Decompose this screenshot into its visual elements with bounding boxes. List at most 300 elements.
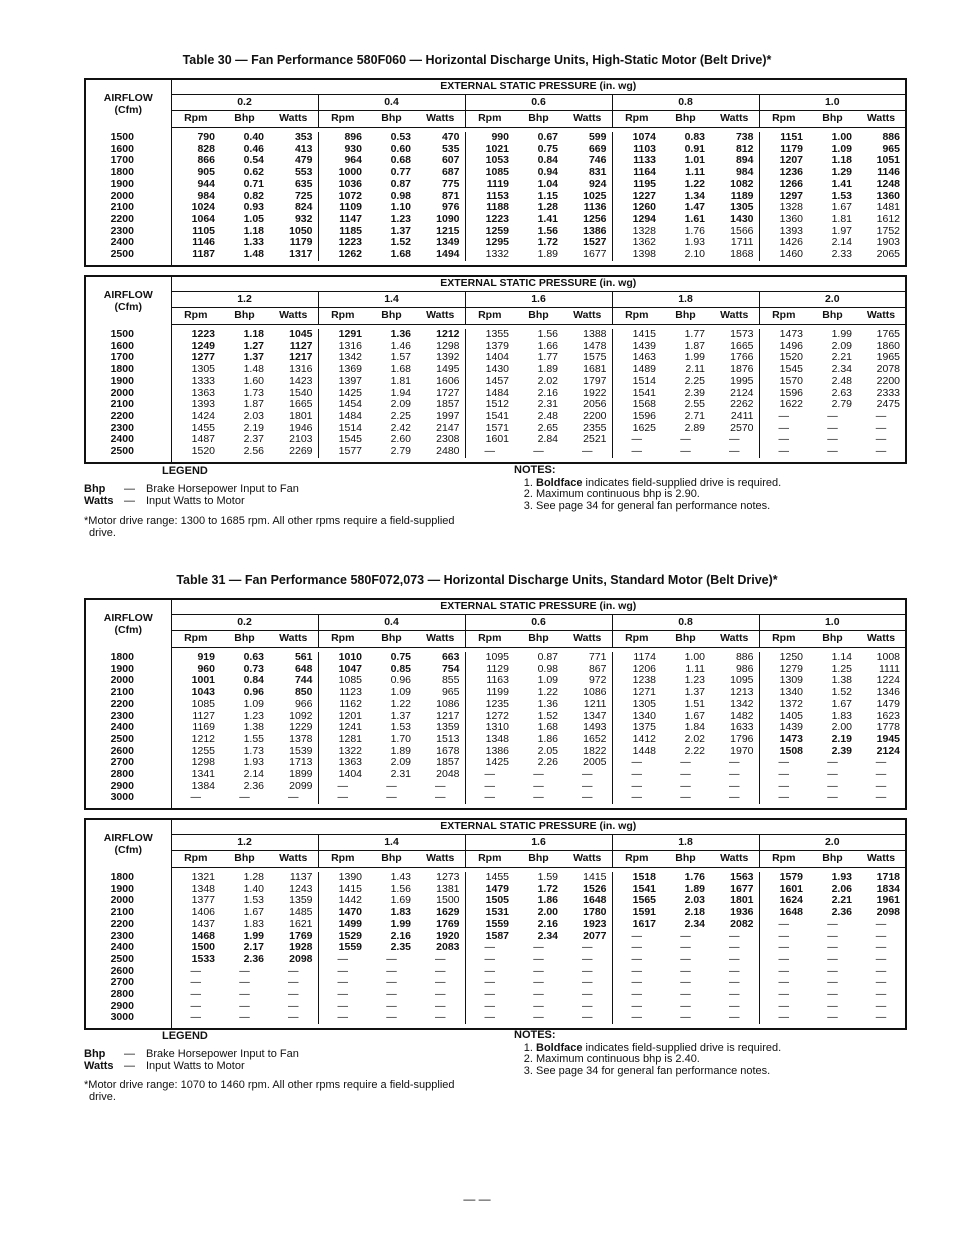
pressure-header: 0.2 bbox=[171, 615, 318, 631]
table-cell: 1713 bbox=[289, 756, 313, 769]
table-cell: 2.19 bbox=[831, 732, 852, 745]
table-cell: 1294 bbox=[612, 214, 661, 226]
table-cell: 1531 bbox=[465, 907, 514, 919]
column-header: Bhp bbox=[661, 308, 710, 325]
table-cell: 1224 bbox=[876, 674, 900, 687]
table-cell: — bbox=[582, 768, 593, 781]
table-row bbox=[85, 376, 906, 388]
table-cell: 1377 bbox=[191, 894, 215, 907]
airflow-value: 2900 bbox=[85, 781, 171, 793]
table-cell: 1010 bbox=[318, 652, 367, 664]
table-cell: — bbox=[435, 1011, 446, 1024]
table-cell: — bbox=[582, 999, 593, 1012]
table-cell: — bbox=[612, 434, 661, 446]
column-header: Watts bbox=[857, 631, 906, 648]
table-cell: — bbox=[190, 976, 201, 989]
table-cell: 1945 bbox=[876, 732, 900, 745]
column-header: Rpm bbox=[318, 308, 367, 325]
table-cell: 687 bbox=[441, 166, 460, 179]
table-cell: 2.22 bbox=[684, 744, 705, 757]
table-cell: 1437 bbox=[191, 917, 215, 930]
table-cell: 1064 bbox=[191, 212, 215, 225]
table-cell: 2411 bbox=[730, 409, 754, 422]
table-cell: 0.98 bbox=[537, 662, 558, 675]
table-cell: 1.10 bbox=[390, 201, 411, 214]
table-cell: 1505 bbox=[465, 895, 514, 907]
table-cell: 2.16 bbox=[537, 917, 558, 930]
table-cell: 1575 bbox=[583, 351, 607, 364]
table-cell: 1397 bbox=[318, 376, 367, 388]
table-cell: 1111 bbox=[878, 662, 900, 675]
legend-dash: — bbox=[124, 1060, 135, 1072]
table-cell: 1256 bbox=[583, 212, 607, 225]
pressure-header: 0.6 bbox=[465, 95, 612, 111]
table-cell: 1223 bbox=[465, 214, 514, 226]
table-cell: 1591 bbox=[612, 907, 661, 919]
column-header: Bhp bbox=[661, 111, 710, 128]
table-cell: 1036 bbox=[318, 179, 367, 191]
table-cell: 1568 bbox=[612, 399, 661, 411]
table-cell: 1372 bbox=[759, 699, 808, 711]
table-30-title: Table 30 — Fan Performance 580F060 — Horizontal Discharge Units, High-Static Motor (Belt Drive)* bbox=[182, 53, 772, 67]
table-cell: — bbox=[386, 1011, 397, 1024]
table-cell: — bbox=[533, 976, 544, 989]
table-cell: — bbox=[875, 941, 887, 954]
table-cell: 1.89 bbox=[684, 882, 705, 895]
table-cell: 1103 bbox=[612, 144, 661, 156]
table-cell: 0.85 bbox=[390, 662, 411, 675]
column-header: Watts bbox=[563, 111, 612, 128]
table-cell: 1095 bbox=[730, 674, 754, 687]
table-cell: 1.11 bbox=[685, 662, 705, 675]
table-cell: — bbox=[759, 411, 808, 423]
table-cell: — bbox=[239, 964, 250, 977]
table-cell: 1415 bbox=[318, 884, 367, 896]
table-cell: 553 bbox=[294, 166, 313, 179]
table-cell: 1.27 bbox=[243, 339, 264, 352]
airflow-header bbox=[85, 819, 171, 868]
table-cell: 0.93 bbox=[243, 201, 264, 214]
table-cell: 1936 bbox=[730, 906, 754, 919]
table-cell: — bbox=[680, 1011, 691, 1024]
table-cell: 1533 bbox=[191, 952, 215, 965]
table-cell: 2.31 bbox=[390, 768, 411, 781]
table-cell: 1455 bbox=[191, 421, 215, 434]
table-cell: — bbox=[288, 988, 299, 1001]
table-cell: 2.35 bbox=[390, 941, 411, 954]
table-cell: 1185 bbox=[318, 226, 367, 238]
table-cell: 1473 bbox=[759, 734, 808, 746]
table-cell: 1229 bbox=[289, 721, 313, 734]
table-row bbox=[85, 446, 906, 458]
table-cell: 1043 bbox=[191, 686, 215, 699]
table-cell: 1392 bbox=[436, 351, 460, 364]
table-cell: 1.68 bbox=[390, 363, 411, 376]
table-row bbox=[85, 411, 906, 423]
column-header: Watts bbox=[416, 308, 465, 325]
header-row bbox=[85, 276, 906, 292]
table-cell: — bbox=[190, 999, 201, 1012]
notes bbox=[514, 1030, 781, 1077]
airflow-value: 1900 bbox=[85, 884, 171, 896]
table-cell: 871 bbox=[441, 189, 460, 202]
table-cell: 1629 bbox=[436, 906, 460, 919]
airflow-value: 1800 bbox=[85, 167, 171, 179]
table-cell: 1520 bbox=[759, 352, 808, 364]
table-cell: — bbox=[827, 952, 838, 965]
spacer-cell bbox=[85, 261, 171, 266]
table-cell: 2.26 bbox=[537, 756, 558, 769]
table-cell: 1213 bbox=[730, 686, 754, 699]
table-cell: 1718 bbox=[876, 871, 900, 883]
table-cell: 2.02 bbox=[537, 374, 558, 387]
table-cell: — bbox=[680, 433, 691, 446]
column-header: Bhp bbox=[367, 631, 416, 648]
table-cell: 1328 bbox=[612, 226, 661, 238]
table-cell: 1484 bbox=[318, 411, 367, 423]
table-cell: 1478 bbox=[583, 339, 607, 352]
table-cell: — bbox=[533, 952, 544, 965]
table-cell: 1378 bbox=[289, 732, 313, 745]
table-cell: 1.37 bbox=[684, 686, 705, 699]
table-cell: 1677 bbox=[583, 248, 607, 261]
table-cell: 1500 bbox=[436, 894, 460, 907]
table-cell: — bbox=[386, 952, 397, 965]
airflow-value: 2300 bbox=[85, 226, 171, 238]
table-cell: 1.38 bbox=[831, 674, 852, 687]
table-cell: — bbox=[288, 976, 299, 989]
table-cell: — bbox=[435, 988, 446, 1001]
table-cell: — bbox=[875, 756, 887, 769]
table-cell: 2355 bbox=[583, 421, 607, 434]
table-cell: 1470 bbox=[318, 907, 367, 919]
table-cell: 1095 bbox=[465, 652, 514, 664]
table-cell: 1137 bbox=[289, 871, 313, 883]
table-cell: — bbox=[465, 781, 514, 793]
table-cell: 1621 bbox=[289, 917, 313, 930]
spacer-cell bbox=[85, 804, 171, 809]
spacer-cell bbox=[171, 804, 906, 809]
table-cell: — bbox=[875, 999, 887, 1012]
airflow-value: 2100 bbox=[85, 907, 171, 919]
table-cell: 1.87 bbox=[684, 339, 705, 352]
table-cell: 1388 bbox=[583, 328, 607, 340]
table-cell: — bbox=[827, 917, 838, 930]
table-cell: 1360 bbox=[759, 214, 808, 226]
table-cell: 1769 bbox=[436, 917, 460, 930]
table-cell: 2.48 bbox=[831, 374, 852, 387]
table-cell: 1.01 bbox=[684, 154, 705, 167]
table-cell: 1.47 bbox=[684, 201, 705, 214]
table-cell: 1559 bbox=[318, 942, 367, 954]
spacer-row bbox=[85, 458, 906, 463]
table-cell: 1316 bbox=[318, 341, 367, 353]
table-cell: 1769 bbox=[289, 929, 313, 942]
table-cell: 932 bbox=[294, 212, 313, 225]
table-cell: 1.37 bbox=[243, 351, 264, 364]
table-cell: 850 bbox=[294, 686, 313, 699]
table-cell: 1266 bbox=[759, 179, 808, 191]
table-cell: — bbox=[759, 757, 808, 769]
table-cell: 1255 bbox=[191, 744, 215, 757]
table-cell: — bbox=[239, 1011, 250, 1024]
airflow-value: 1500 bbox=[85, 132, 171, 144]
airflow-value: 2800 bbox=[85, 769, 171, 781]
table-cell: — bbox=[875, 917, 887, 930]
table-cell: 1.37 bbox=[390, 224, 411, 237]
table-cell: 479 bbox=[294, 154, 313, 167]
table-cell: 744 bbox=[294, 674, 313, 687]
table-cell: 1.69 bbox=[390, 894, 411, 907]
table-cell: 2124 bbox=[876, 744, 900, 757]
table-cell: 1.93 bbox=[684, 236, 705, 249]
table-cell: 1.57 bbox=[390, 351, 411, 364]
table-cell: 1527 bbox=[583, 236, 607, 249]
table-cell: 2200 bbox=[583, 409, 607, 422]
airflow-value: 2300 bbox=[85, 711, 171, 723]
table-cell: 1752 bbox=[876, 224, 900, 237]
table-cell: 1508 bbox=[759, 746, 808, 758]
table-cell: 1.73 bbox=[243, 744, 264, 757]
note-item bbox=[536, 1066, 781, 1078]
table-cell: 2.36 bbox=[243, 952, 264, 965]
table-cell: 1.38 bbox=[243, 721, 264, 734]
table-cell: 2475 bbox=[876, 398, 900, 411]
table-cell: — bbox=[465, 769, 514, 781]
table-cell: 1305 bbox=[191, 363, 215, 376]
table-cell: — bbox=[729, 445, 740, 458]
table-cell: 1518 bbox=[612, 872, 661, 884]
table-cell: — bbox=[582, 952, 593, 965]
column-header: Rpm bbox=[759, 631, 808, 648]
table-cell: — bbox=[239, 999, 250, 1012]
table-cell: — bbox=[827, 988, 838, 1001]
table-cell: 1147 bbox=[318, 214, 367, 226]
table-cell: 1995 bbox=[730, 374, 754, 387]
table-cell: — bbox=[875, 952, 887, 965]
table-cell: 1359 bbox=[289, 894, 313, 907]
table-cell: 1001 bbox=[191, 674, 215, 687]
table-cell: 1025 bbox=[583, 189, 607, 202]
subheader-row bbox=[85, 851, 906, 868]
table-cell: 738 bbox=[735, 131, 754, 143]
table-cell: 2.34 bbox=[684, 917, 705, 930]
table-cell: 1665 bbox=[730, 339, 754, 352]
table-cell: 1.56 bbox=[537, 224, 558, 237]
pressure-header: 0.6 bbox=[465, 615, 612, 631]
table-cell: 1.23 bbox=[390, 212, 411, 225]
table-cell: — bbox=[582, 988, 593, 1001]
esp-header: EXTERNAL STATIC PRESSURE (in. wg) bbox=[440, 80, 637, 93]
airflow-value: 2600 bbox=[85, 966, 171, 978]
table-cell: 1127 bbox=[289, 339, 313, 352]
table-cell: 1439 bbox=[759, 722, 808, 734]
table-cell: 2056 bbox=[583, 398, 607, 411]
table-cell: 0.94 bbox=[537, 166, 558, 179]
airflow-value: 2500 bbox=[85, 734, 171, 746]
table-cell: 1.18 bbox=[243, 224, 264, 237]
table-cell: 2.21 bbox=[831, 894, 852, 907]
table-cell: 1922 bbox=[583, 386, 607, 399]
table-cell: — bbox=[827, 964, 838, 977]
table-cell: 1473 bbox=[759, 329, 808, 341]
table-cell: — bbox=[612, 792, 661, 804]
table-cell: 1565 bbox=[612, 895, 661, 907]
table-cell: 1259 bbox=[465, 226, 514, 238]
spacer-cell bbox=[85, 1024, 171, 1029]
table-cell: 1279 bbox=[759, 664, 808, 676]
table-cell: — bbox=[827, 999, 838, 1012]
table-cell: 1822 bbox=[583, 744, 607, 757]
table-cell: 1.51 bbox=[684, 697, 705, 710]
airflow-value: 2200 bbox=[85, 919, 171, 931]
table-cell: 0.75 bbox=[390, 651, 411, 663]
table-cell: 1.53 bbox=[390, 721, 411, 734]
table-cell: 2.55 bbox=[684, 398, 705, 411]
table-cell: 0.91 bbox=[684, 142, 705, 155]
table-cell: 2.16 bbox=[390, 929, 411, 942]
table-cell: 1217 bbox=[436, 709, 460, 722]
table-cell: — bbox=[612, 1001, 661, 1013]
airflow-value: 2300 bbox=[85, 423, 171, 435]
table-cell: — bbox=[533, 999, 544, 1012]
table-cell: 0.96 bbox=[243, 686, 264, 699]
table-cell: 2.10 bbox=[684, 248, 705, 261]
table-cell: 1727 bbox=[436, 386, 460, 399]
column-header: Bhp bbox=[514, 631, 563, 648]
table-cell: 1151 bbox=[759, 132, 808, 144]
table-cell: 0.87 bbox=[390, 177, 411, 190]
table-cell: — bbox=[318, 977, 367, 989]
table-cell: — bbox=[680, 779, 691, 792]
airflow-value: 2100 bbox=[85, 399, 171, 411]
table-cell: 2480 bbox=[436, 445, 460, 458]
table-cell: 1495 bbox=[436, 363, 460, 376]
esp-header: EXTERNAL STATIC PRESSURE (in. wg) bbox=[440, 600, 637, 613]
table-cell: 1601 bbox=[465, 434, 514, 446]
table-cell: — bbox=[729, 768, 740, 781]
table-cell: 1.67 bbox=[243, 906, 264, 919]
table-cell: — bbox=[612, 977, 661, 989]
table-cell: 2.14 bbox=[243, 768, 264, 781]
table-cell: 1164 bbox=[612, 167, 661, 179]
column-header: Bhp bbox=[220, 308, 269, 325]
table-cell: — bbox=[318, 989, 367, 1001]
table-cell: 0.73 bbox=[243, 662, 264, 675]
column-header: Rpm bbox=[465, 111, 514, 128]
table-cell: 1085 bbox=[318, 675, 367, 687]
table-cell: 1.18 bbox=[243, 328, 264, 340]
column-header: Rpm bbox=[612, 308, 661, 325]
table-cell: 754 bbox=[441, 662, 460, 675]
table-cell: 1.36 bbox=[537, 697, 558, 710]
table-cell: 1.76 bbox=[684, 224, 705, 237]
column-header: Rpm bbox=[171, 631, 220, 648]
table-cell: 1375 bbox=[612, 722, 661, 734]
table-cell: 2048 bbox=[436, 768, 460, 781]
table-cell: 1512 bbox=[465, 399, 514, 411]
table-cell: 2.06 bbox=[831, 882, 852, 895]
table-cell: — bbox=[582, 445, 593, 458]
airflow-value: 2000 bbox=[85, 675, 171, 687]
table-cell: — bbox=[729, 433, 740, 446]
table-cell: 1423 bbox=[289, 374, 313, 387]
table-cell: — bbox=[582, 779, 593, 792]
table-cell: 1153 bbox=[465, 191, 514, 203]
table-cell: 1526 bbox=[583, 882, 607, 895]
spacer-cell bbox=[85, 458, 171, 463]
column-header: Bhp bbox=[661, 631, 710, 648]
table-cell: 1248 bbox=[876, 177, 900, 190]
table-cell: 965 bbox=[441, 686, 460, 699]
table-cell: 1206 bbox=[612, 664, 661, 676]
subheader-row bbox=[85, 631, 906, 648]
table-cell: 1295 bbox=[465, 237, 514, 249]
table-cell: — bbox=[465, 954, 514, 966]
table-cell: 1.83 bbox=[831, 709, 852, 722]
table-cell: 1162 bbox=[318, 699, 367, 711]
airflow-header bbox=[85, 599, 171, 648]
subheader-row bbox=[85, 111, 906, 128]
column-header: Bhp bbox=[808, 851, 857, 868]
esp-header: EXTERNAL STATIC PRESSURE (in. wg) bbox=[440, 820, 637, 833]
table-cell: 2.14 bbox=[831, 236, 852, 249]
table-cell: 1430 bbox=[730, 212, 754, 225]
table-row bbox=[85, 919, 906, 931]
table-cell: 1.86 bbox=[537, 732, 558, 745]
table-cell: 0.98 bbox=[390, 189, 411, 202]
table-cell: 1105 bbox=[192, 224, 215, 237]
table-cell: — bbox=[612, 942, 661, 954]
table-cell: 1.56 bbox=[390, 882, 411, 895]
table-cell: 2.39 bbox=[684, 386, 705, 399]
table-cell: 2.39 bbox=[831, 744, 852, 757]
table-row bbox=[85, 652, 906, 664]
table-cell: 1.18 bbox=[831, 154, 852, 167]
table-cell: — bbox=[465, 966, 514, 978]
table-cell: 1961 bbox=[876, 894, 900, 907]
table-cell: 1051 bbox=[876, 154, 900, 167]
table-cell: 1857 bbox=[436, 756, 460, 769]
table-cell: 2005 bbox=[583, 756, 607, 769]
table-cell: 725 bbox=[294, 189, 313, 202]
pressure-header: 0.8 bbox=[612, 95, 759, 111]
table-row bbox=[85, 132, 906, 144]
airflow-value: 2600 bbox=[85, 746, 171, 758]
header-row bbox=[85, 79, 906, 95]
table-cell: 1.99 bbox=[243, 929, 264, 942]
table-cell: 1868 bbox=[730, 248, 754, 261]
table-cell: 1136 bbox=[583, 201, 607, 214]
table-cell: 1625 bbox=[612, 423, 661, 435]
legend-item bbox=[84, 495, 299, 508]
table-cell: 1566 bbox=[730, 224, 754, 237]
table-cell: — bbox=[435, 964, 446, 977]
table-cell: 2.09 bbox=[390, 398, 411, 411]
table-cell: — bbox=[533, 1011, 544, 1024]
table-cell: 1545 bbox=[318, 434, 367, 446]
table-cell: 746 bbox=[588, 154, 607, 167]
legend-heading: LEGEND bbox=[162, 465, 208, 477]
legend-item bbox=[84, 483, 299, 496]
table-cell: 1997 bbox=[436, 409, 460, 422]
table-cell: — bbox=[190, 791, 201, 804]
airflow-value: 3000 bbox=[85, 1012, 171, 1024]
table-cell: 669 bbox=[588, 142, 607, 155]
table-cell: 1363 bbox=[318, 757, 367, 769]
table-cell: 2269 bbox=[289, 445, 313, 458]
table-cell: 886 bbox=[882, 131, 900, 143]
